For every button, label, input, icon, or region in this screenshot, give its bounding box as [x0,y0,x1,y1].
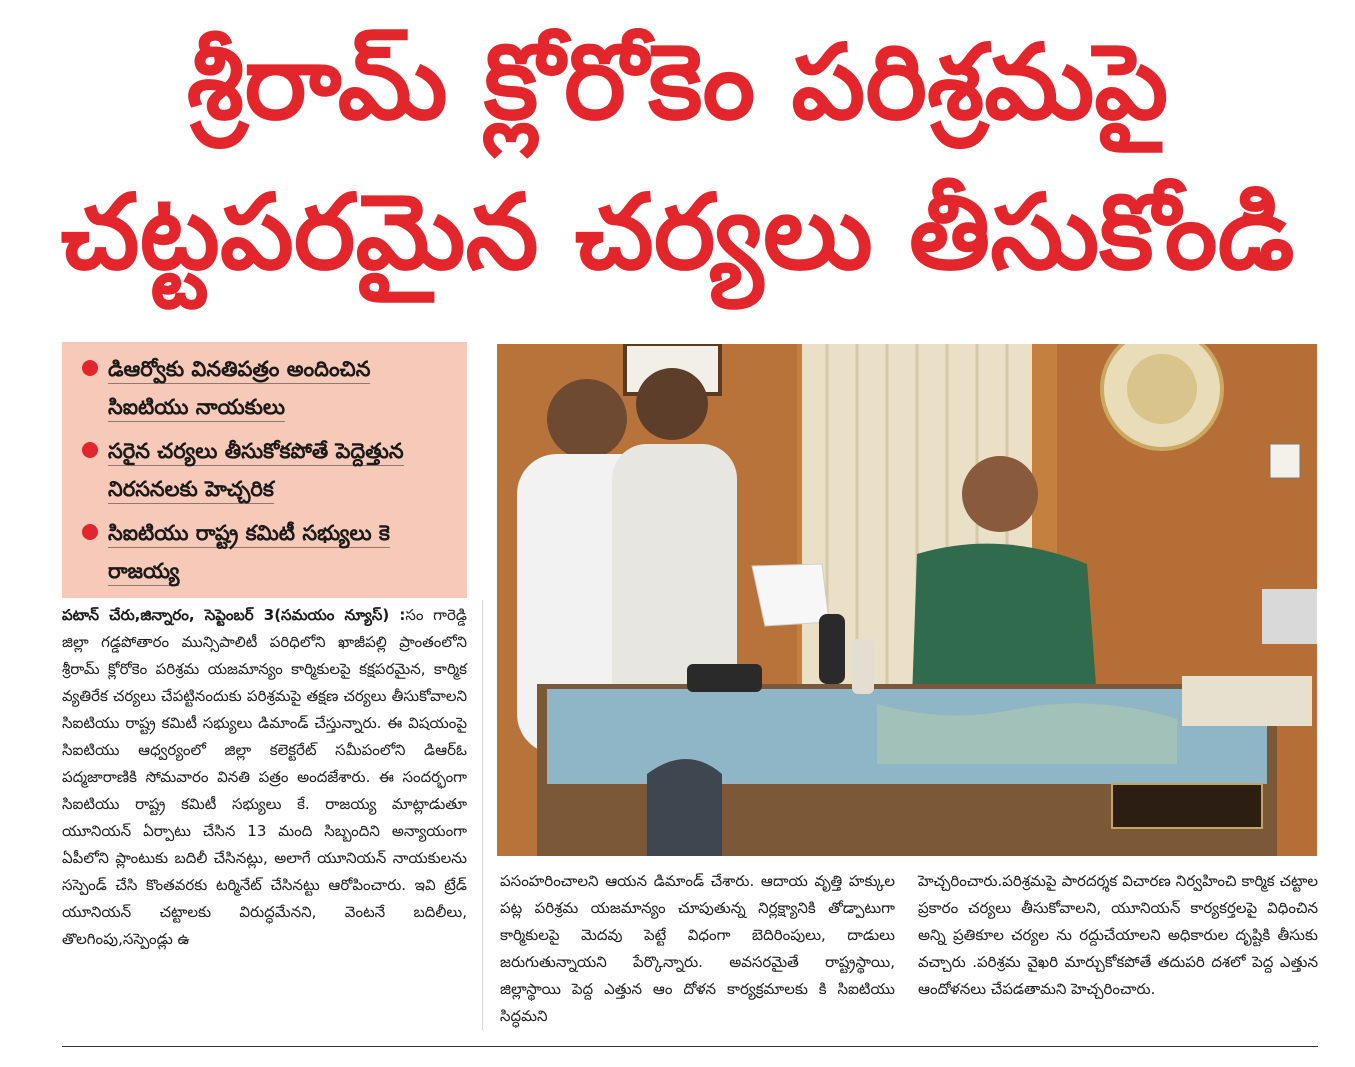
highlight-text-line: సిఐటియు రాష్ట్ర కమిటీ సభ్యులు కె [108,521,390,548]
highlight-item [80,350,457,426]
highlight-text-line: డిఆర్వోకు వినతిపత్రం అందించిన [108,357,370,384]
highlight-text-line: సరైన చర్యలు తీసుకోకపోతే పెద్దెత్తున [108,439,404,466]
article-text: హెచ్చరించారు.పరిశ్రమపై పారదర్శక విచారణ నిర్వహించి కార్మిక చట్టాల ప్రకారం చర్యలు తీసుకోవాలని, యూనియన్ కార్యకర్తలపై విధించిన అన్ని ప్రతికూల చర్యల ను రద్దుచేయాలని అధికారుల దృష్టికి తీసుకు వచ్చారు .పరిశ్రమ వైఖరి మార్చుకోకపోతే తదుపరి దశలో పెద్ద ఎత్తున ఆందోళనలు చేపడతామని హెచ్చరించారు. [918,872,1318,998]
article-text: పసంహరించాలని ఆయన డిమాండ్ చేశారు. ఆదాయ వృత్తి హక్కుల పట్ల పరిశ్రమ యజమాన్యం చూపుతున్న నిర్లక్ష్యానికి తోడ్పాటుగా కార్మికులపై మెదవు పెట్టే విధంగా బెదిరింపులు, దాడులు జరుగుతున్నాయని పేర్కొన్నారు. అవసరమైతే రాష్ట్రస్థాయి, జిల్లాస్థాయి పెద్ద ఎత్తున ఆం దోళన కార్యక్రమాలకు కి సిఐటియు సిద్ధమని [500,872,895,1025]
highlight-text-line: సిఐటియు నాయకులు [108,395,285,422]
headline-line-1: శ్రీరామ్ క్లోరోకెం పరిశ్రమపై [186,21,1169,143]
article-column-3 [918,868,1318,1003]
highlight-item [80,432,457,508]
article-column-2 [500,868,895,1030]
highlight-text-line: రాజయ్య [108,559,179,586]
article-column-1 [62,602,467,953]
bullet-icon [82,360,98,376]
bullet-icon [82,524,98,540]
bullet-icon [82,442,98,458]
headline-line-2: చట్టపరమైన చర్యలు తీసుకోండి [60,171,1295,293]
dateline: పటాన్ చేరు,జిన్నారం, సెప్టెంబర్ 3(సమయం న్యూస్) : [62,606,406,624]
news-photo [497,344,1317,856]
highlight-text-line: నిరసనలకు హెచ్చరిక [108,477,274,504]
bottom-rule [62,1046,1318,1047]
highlight-item [80,514,457,590]
column-divider [482,600,483,1030]
article-text: సం గారెడ్డి జిల్లా గడ్డపోతారం మున్సిపాలిటీ పరిధిలోని ఖాజీపల్లి ప్రాంతంలోని శ్రీరామ్ క్లోరోకెం పరిశ్రమ యజమాన్యం కార్మికులపై కక్షపరమైన, కార్మిక వ్యతిరేక చర్యలు చేపట్టినందుకు పరిశ్రమపై తక్షణ చర్యలు తీసుకోవాలని సిఐటియు రాష్ట్ర కమిటీ సభ్యులు డిమాండ్ చేస్తున్నారు. ఈ విషయంపై సిఐటియు ఆధ్వర్యంలో జిల్లా కలెక్టరేట్ సమీపంలోని డిఆర్ఓ పద్మజారాణికి సోమవారం వినతి పత్రం అందజేశారు. ఈ సందర్భంగా సిఐటియు రాష్ట్ర కమిటీ సభ్యులు కే. రాజయ్య మాట్లాడుతూ యూనియన్ ఏర్పాటు చేసిన 13 మంది సిబ్బందిని అన్యాయంగా ఏపీలోని ప్లాంటుకు బదిలీ చేసినట్లు, అలాగే యూనియన్ నాయకులను సస్పెండ్ చేసి కొంతవరకు టర్మినేట్ చేసినట్టు ఆరోపించారు. ఇవి ట్రేడ్ యూనియన్ చట్టాలకు విరుద్ధమేనని, వెంటనే బదిలీలు, తొలగింపు,సస్పెండ్లు ఉ [62,606,467,948]
highlights-box [62,342,467,598]
